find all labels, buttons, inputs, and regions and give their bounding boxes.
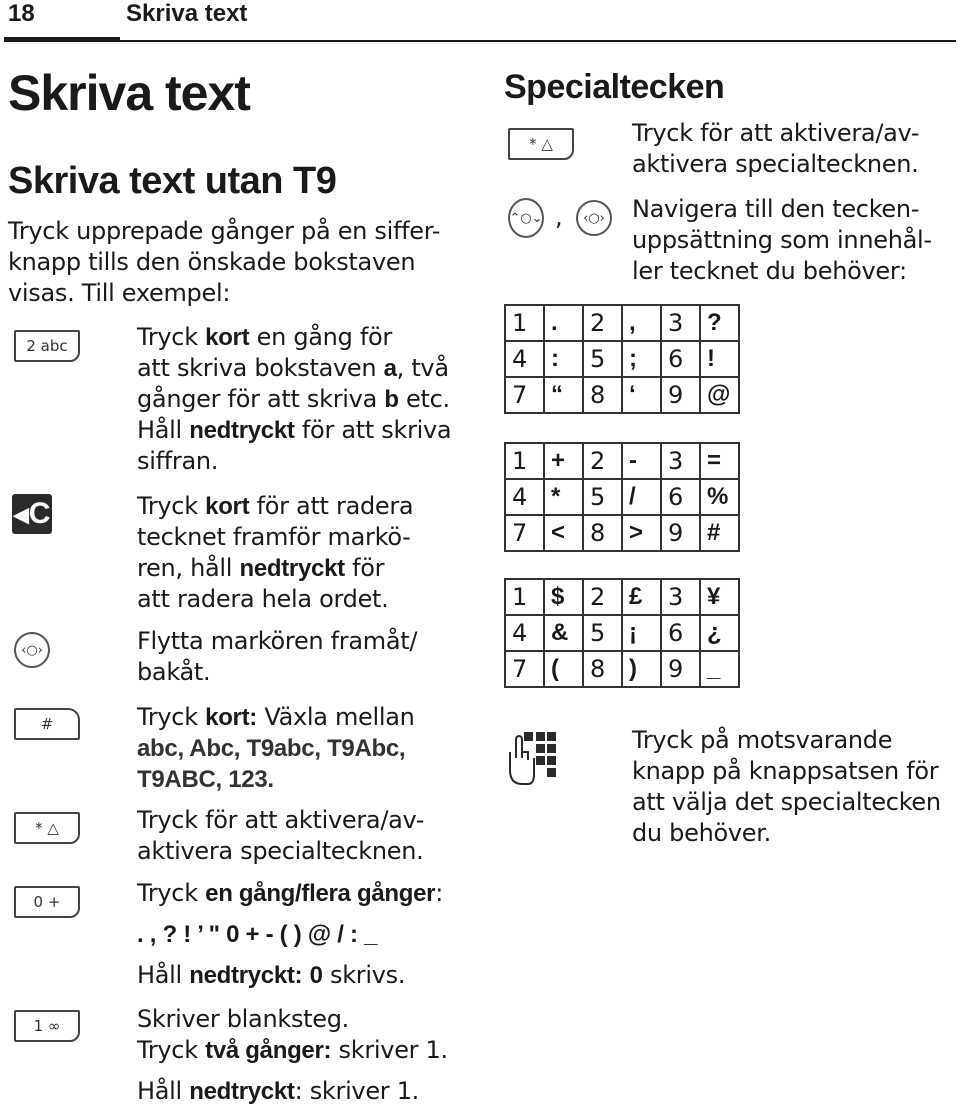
special-char-cell: &: [544, 615, 583, 651]
digit-cell: 9: [661, 515, 700, 551]
digit-cell: 1: [505, 443, 544, 479]
digit-cell: 5: [583, 479, 622, 515]
special-star-description: Tryck för att aktivera/av- aktivera specialtecknen.: [632, 119, 920, 178]
digit-cell: 4: [505, 341, 544, 377]
special-chars-table-1: [504, 304, 740, 414]
digit-cell: 6: [661, 341, 700, 377]
special-char-cell: _: [700, 651, 739, 687]
hash-key-icon: #: [14, 708, 80, 740]
digit-cell: 5: [583, 341, 622, 377]
digit-cell: 2: [583, 443, 622, 479]
special-char-cell: (: [544, 651, 583, 687]
special-chars-table-3: [504, 578, 740, 688]
special-chars-row: [505, 515, 739, 551]
special-char-cell: ): [622, 651, 661, 687]
digit-cell: 3: [661, 579, 700, 615]
special-char-cell: ¿: [700, 615, 739, 651]
digit-cell: 9: [661, 377, 700, 413]
special-char-cell: #: [700, 515, 739, 551]
digit-cell: 6: [661, 479, 700, 515]
nav-description: Flytta markören framåt/ bakåt.: [137, 627, 418, 686]
page-number: 18: [8, 0, 35, 27]
keypad-description: Tryck på motsvarande knapp på knappsatsen för att välja det specialtecken du behöver.: [632, 726, 941, 847]
special-char-cell: *: [544, 479, 583, 515]
special-char-cell: $: [544, 579, 583, 615]
special-chars-row: [505, 443, 739, 479]
intro-text: Tryck upprepade gånger på en siffer-knapp tills den önskade bokstaven visas. Till exempel:: [8, 217, 441, 307]
special-chars-row: [505, 651, 739, 687]
digit-cell: 8: [583, 377, 622, 413]
special-char-cell: ¥: [700, 579, 739, 615]
special-char-cell: -: [622, 443, 661, 479]
zero-key-icon: 0 +: [14, 886, 80, 918]
nav-left-right-icon: ‹○›: [576, 200, 612, 236]
key-2-icon: 2 abc: [14, 330, 80, 362]
digit-cell: 7: [505, 515, 544, 551]
special-char-cell: @: [700, 377, 739, 413]
special-char-cell: ;: [622, 341, 661, 377]
special-chars-row: [505, 479, 739, 515]
special-char-cell: ?: [700, 305, 739, 341]
header-rule: [120, 40, 956, 42]
special-char-cell: +: [544, 443, 583, 479]
zero-description: Tryck en gång/flera gånger: . , ? ! ’ " 0 + - ( ) @ / : _ Håll nedtryckt: 0 skrivs.: [137, 879, 443, 989]
special-char-cell: !: [700, 341, 739, 377]
star-key-icon: * △: [14, 812, 80, 844]
special-char-cell: >: [622, 515, 661, 551]
nav-left-right-icon: ‹○›: [14, 632, 50, 668]
special-char-cell: ‘: [622, 377, 661, 413]
nav-separator: ,: [555, 203, 563, 231]
keypad-hand-icon: [506, 730, 556, 786]
section-title: Skriva text utan T9: [8, 160, 337, 202]
special-chars-row: [505, 341, 739, 377]
header-rule-thick: [4, 37, 120, 42]
special-nav-description: Navigera till den tecken- uppsättning som innehål- ler tecknet du behöver:: [632, 195, 932, 285]
nav-up-down-icon: ⌃○⌄: [508, 198, 544, 238]
special-chars-table-2: [504, 442, 740, 552]
special-char-cell: “: [544, 377, 583, 413]
header-title: Skriva text: [126, 0, 248, 27]
digit-cell: 2: [583, 579, 622, 615]
digit-cell: 4: [505, 615, 544, 651]
digit-cell: 9: [661, 651, 700, 687]
special-char-cell: ,: [622, 305, 661, 341]
digit-cell: 8: [583, 651, 622, 687]
digit-cell: 8: [583, 515, 622, 551]
digit-cell: 2: [583, 305, 622, 341]
special-chars-row: [505, 377, 739, 413]
digit-cell: 7: [505, 651, 544, 687]
digit-cell: 3: [661, 443, 700, 479]
digit-cell: 1: [505, 579, 544, 615]
special-char-cell: £: [622, 579, 661, 615]
digit-cell: 7: [505, 377, 544, 413]
star-key-icon: * △: [508, 128, 574, 160]
special-char-cell: /: [622, 479, 661, 515]
special-char-cell: :: [544, 341, 583, 377]
special-char-cell: ¡: [622, 615, 661, 651]
special-char-cell: <: [544, 515, 583, 551]
digit-cell: 3: [661, 305, 700, 341]
digit-cell: 4: [505, 479, 544, 515]
special-chars-row: [505, 305, 739, 341]
special-char-cell: =: [700, 443, 739, 479]
digit-cell: 1: [505, 305, 544, 341]
hash-description: Tryck kort: Växla mellan abc, Abc, T9abc, T9Abc, T9ABC, 123.: [137, 703, 415, 793]
page-title: Skriva text: [8, 65, 250, 121]
one-key-icon: 1 ∞: [14, 1010, 80, 1042]
digit-cell: 5: [583, 615, 622, 651]
special-char-cell: %: [700, 479, 739, 515]
star-description: Tryck för att aktivera/av- aktivera specialtecknen.: [137, 806, 425, 865]
special-char-cell: .: [544, 305, 583, 341]
clear-description: Tryck kort för att radera tecknet framför markö- ren, håll nedtryckt för att radera hela ordet.: [137, 492, 414, 613]
special-chars-row: [505, 579, 739, 615]
digit-cell: 6: [661, 615, 700, 651]
one-description: Skriver blanksteg. Tryck två gånger: skriver 1. Håll nedtryckt: skriver 1.: [137, 1005, 448, 1105]
key2-description: Tryck kort en gång för att skriva bokstaven a, två gånger för att skriva b etc. Håll nedtryckt för att skriva siffran.: [137, 323, 452, 475]
clear-key-icon: ◂ C: [12, 494, 52, 534]
special-chars-row: [505, 615, 739, 651]
special-title: Specialtecken: [504, 68, 725, 106]
